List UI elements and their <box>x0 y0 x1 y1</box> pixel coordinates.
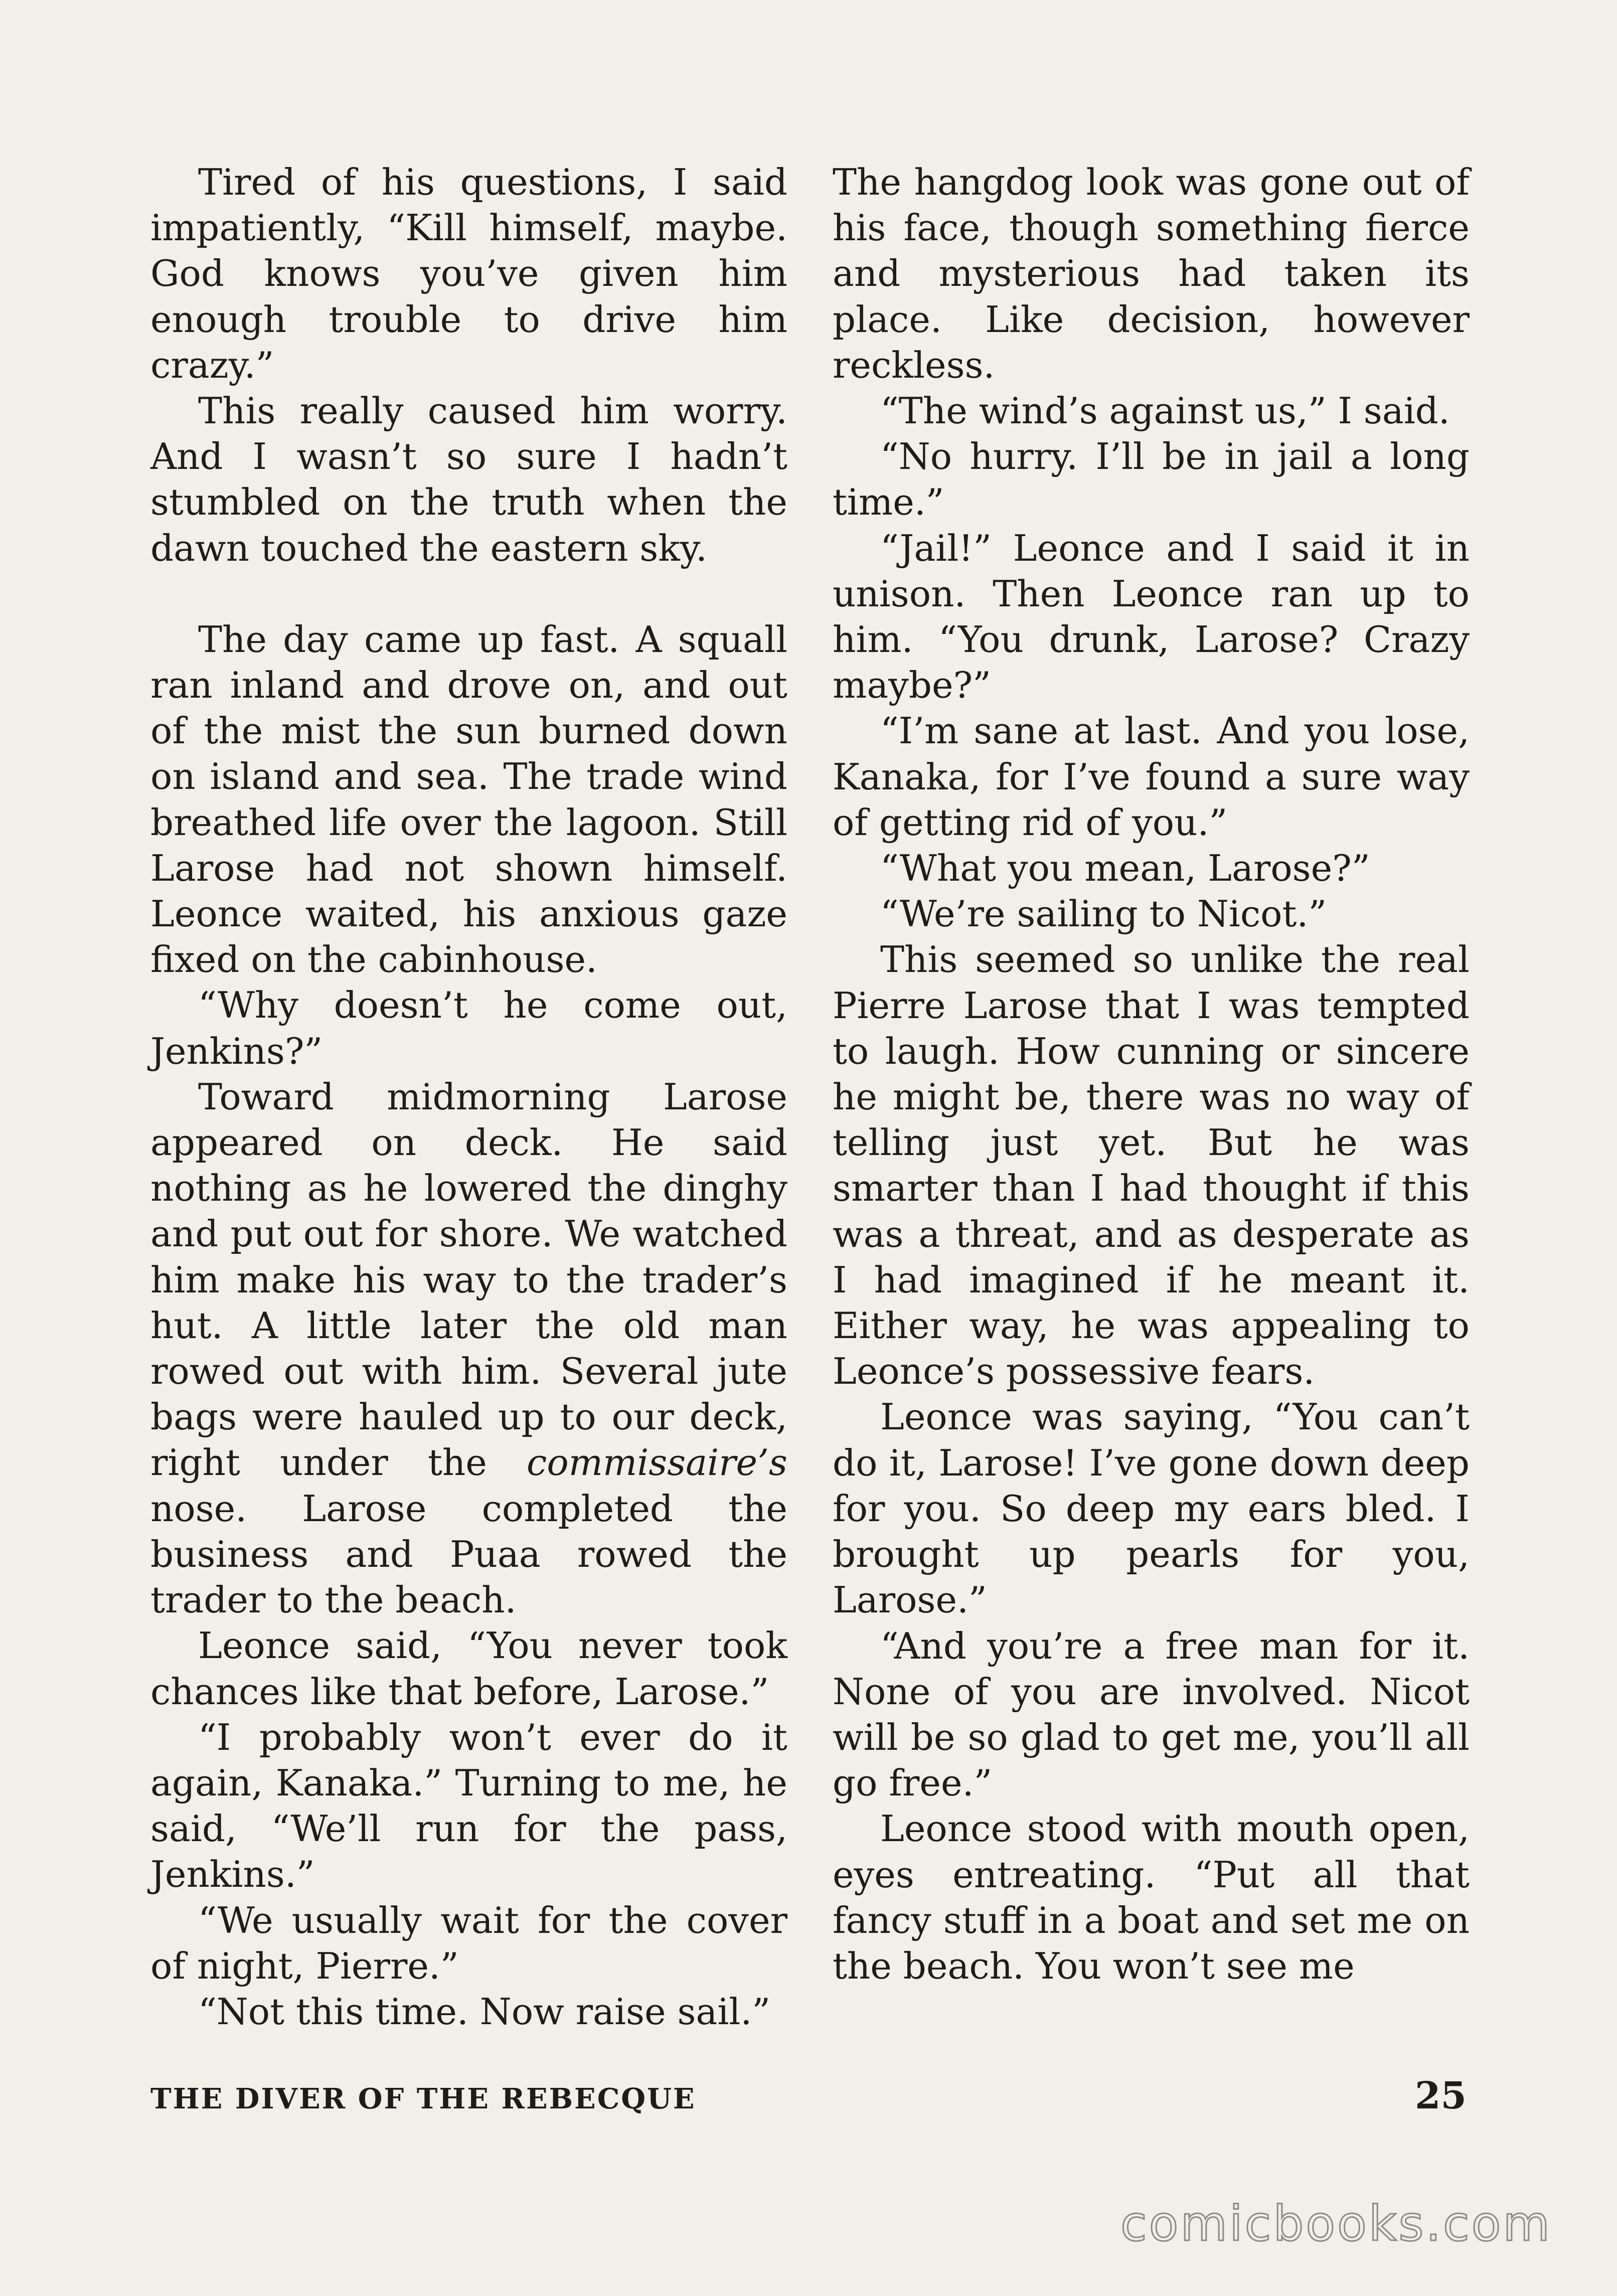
paragraph-text: Toward midmorning Larose appeared on deck. He said nothing as he lowered the dinghy and put out for shore. We watched him make his way to the trader’s hut. A little later the old man rowed out with him. Several jute bags were hauled up to our deck, right under the <box>150 1075 787 1484</box>
paragraph: “I’m sane at last. And you lose, Kanaka, for I’ve found a sure way of getting rid of you.” <box>833 710 1470 844</box>
left-column <box>150 159 787 2035</box>
paragraph-text: nose. Larose completed the business and Puaa rowed the trader to the beach. <box>150 1487 787 1621</box>
paragraph: The day came up fast. A squall ran inland and drove on, and out of the mist the sun burned down on island and sea. The trade wind breathed life over the lagoon. Still Larose had not shown himself. Leonce waited, his anxious gaze fixed on the cabinhouse. <box>150 618 787 981</box>
paragraph: “The wind’s against us,” I said. <box>880 390 1450 432</box>
paragraph: “I probably won’t ever do it again, Kanaka.” Turning to me, he said, “We’ll run for the pass, Jenkins.” <box>150 1716 787 1896</box>
paragraph: This really caused him worry. And I wasn’t so sure I hadn’t stumbled on the truth when the dawn touched the eastern sky. <box>150 390 787 569</box>
paragraph: “We usually wait for the cover of night, Pierre.” <box>150 1899 787 1987</box>
watermark: comicbooks.com <box>1120 2196 1552 2252</box>
paragraph: “Jail!” Leonce and I said it in unison. Then Leonce ran up to him. “You drunk, Larose? Crazy maybe?” <box>833 527 1470 707</box>
paragraph: Leonce stood with mouth open, eyes entreating. “Put all that fancy stuff in a boat and set me on the beach. You won’t see me <box>833 1808 1470 1987</box>
paragraph: The hangdog look was gone out of his face, though something fierce and mysterious had taken its place. Like decision, however reckless. <box>833 161 1470 386</box>
paragraph: “Not this time. Now raise sail.” <box>198 1990 771 2033</box>
paragraph: Leonce said, “You never took chances like that before, Larose.” <box>150 1624 787 1713</box>
paragraph: “No hurry. I’ll be in jail a long time.” <box>833 435 1470 524</box>
italic-word: commissaire’s <box>527 1441 787 1484</box>
running-footer-title: THE DIVER OF THE REBECQUE <box>150 2082 696 2115</box>
paragraph: Leonce was saying, “You can’t do it, Larose! I’ve gone down deep for you. So deep my ears bled. I brought up pearls for you, Larose.” <box>833 1396 1470 1621</box>
right-column <box>833 159 1470 1989</box>
paragraph: Tired of his questions, I said impatiently, “Kill himself, maybe. God knows you’ve given him enough trouble to drive him crazy.” <box>150 161 787 386</box>
page-number: 25 <box>1415 2074 1467 2117</box>
paragraph: This seemed so unlike the real Pierre Larose that I was tempted to laugh. How cunning or sincere he might be, there was no way of telling just yet. But he was smarter than I had thought if this was a threat, and as desperate as I had imagined if he meant it. Either way, he was appealing to Leonce’s possessive fears. <box>833 938 1470 1393</box>
paragraph: “Why doesn’t he come out, Jenkins?” <box>150 984 787 1072</box>
paragraph: “And you’re a free man for it. None of you are involved. Nicot will be so glad to get me, you’ll all go free.” <box>833 1624 1470 1805</box>
paragraph: “What you mean, Larose?” <box>880 847 1370 890</box>
paragraph: “We’re sailing to Nicot.” <box>880 893 1327 935</box>
paragraph <box>150 1074 787 1623</box>
